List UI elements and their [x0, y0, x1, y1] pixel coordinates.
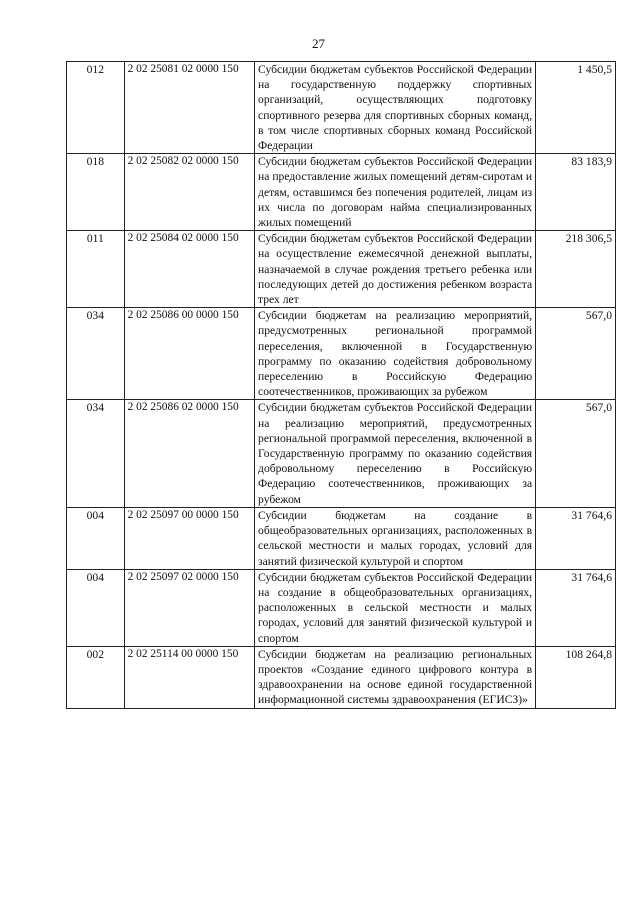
budget-code-cell: 2 02 25086 02 0000 150 [124, 400, 254, 507]
amount-cell: 567,0 [536, 400, 616, 507]
admin-code-cell: 004 [67, 507, 125, 569]
admin-code-cell: 002 [67, 646, 125, 708]
admin-code-cell: 034 [67, 308, 125, 400]
admin-code-cell: 011 [67, 231, 125, 308]
income-name-cell: Субсидии бюджетам субъектов Российской Федерации на предоставление жилых помещений детям-сиротам и детям, оставшимся без попечения родителей, лицам из их числа по договорам найма специализированных жилых помещений [255, 154, 536, 231]
table-row [67, 231, 616, 308]
budget-code-cell: 2 02 25097 00 0000 150 [124, 507, 254, 569]
budget-code-cell: 2 02 25084 02 0000 150 [124, 231, 254, 308]
income-name-cell: Субсидии бюджетам на реализацию мероприятий, предусмотренных региональной программой переселения, включенной в Государственную программу по оказанию содействия добровольному переселению в Российскую Федерацию соотечественников, проживающих за рубежом [255, 308, 536, 400]
admin-code-cell: 012 [67, 62, 125, 154]
income-name-cell: Субсидии бюджетам на создание в общеобразовательных организациях, расположенных в сельской местности и малых городах, условий для занятий физической культурой и спортом [255, 507, 536, 569]
income-name-cell: Субсидии бюджетам субъектов Российской Федерации на государственную поддержку спортивных организаций, осуществляющих подготовку спортивного резерва для спортивных сборных команд, в том числе спортивных сборных команд Российской Федерации [255, 62, 536, 154]
amount-cell: 218 306,5 [536, 231, 616, 308]
budget-code-cell: 2 02 25097 02 0000 150 [124, 569, 254, 646]
amount-cell: 83 183,9 [536, 154, 616, 231]
table-row [67, 569, 616, 646]
income-name-cell: Субсидии бюджетам субъектов Российской Федерации на реализацию мероприятий, предусмотренных региональной программой переселения, включенной в Государственную программу по оказанию содействия добровольному переселению в Российскую Федерацию соотечественников, проживающих за рубежом [255, 400, 536, 507]
table-row [67, 400, 616, 507]
table-row [67, 154, 616, 231]
amount-cell: 567,0 [536, 308, 616, 400]
amount-cell: 31 764,6 [536, 507, 616, 569]
admin-code-cell: 034 [67, 400, 125, 507]
amount-cell: 108 264,8 [536, 646, 616, 708]
page-number: 27 [312, 36, 325, 51]
budget-code-cell: 2 02 25114 00 0000 150 [124, 646, 254, 708]
table-row [67, 646, 616, 708]
amount-cell: 1 450,5 [536, 62, 616, 154]
amount-cell: 31 764,6 [536, 569, 616, 646]
budget-table [66, 61, 616, 709]
admin-code-cell: 004 [67, 569, 125, 646]
table-row [67, 507, 616, 569]
income-name-cell: Субсидии бюджетам на реализацию региональных проектов «Создание единого цифрового контура в здравоохранении на основе единой государственной информационной системы здравоохранения (ЕГИСЗ)» [255, 646, 536, 708]
income-name-cell: Субсидии бюджетам субъектов Российской Федерации на создание в общеобразовательных организациях, расположенных в сельской местности и малых городах, условий для занятий физической культурой и спортом [255, 569, 536, 646]
budget-code-cell: 2 02 25086 00 0000 150 [124, 308, 254, 400]
table-row [67, 62, 616, 154]
table-row [67, 308, 616, 400]
budget-code-cell: 2 02 25082 02 0000 150 [124, 154, 254, 231]
income-name-cell: Субсидии бюджетам субъектов Российской Федерации на осуществление ежемесячной денежной выплаты, назначаемой в случае рождения третьего ребенка или последующих детей до достижения ребенком возраста трех лет [255, 231, 536, 308]
admin-code-cell: 018 [67, 154, 125, 231]
budget-code-cell: 2 02 25081 02 0000 150 [124, 62, 254, 154]
